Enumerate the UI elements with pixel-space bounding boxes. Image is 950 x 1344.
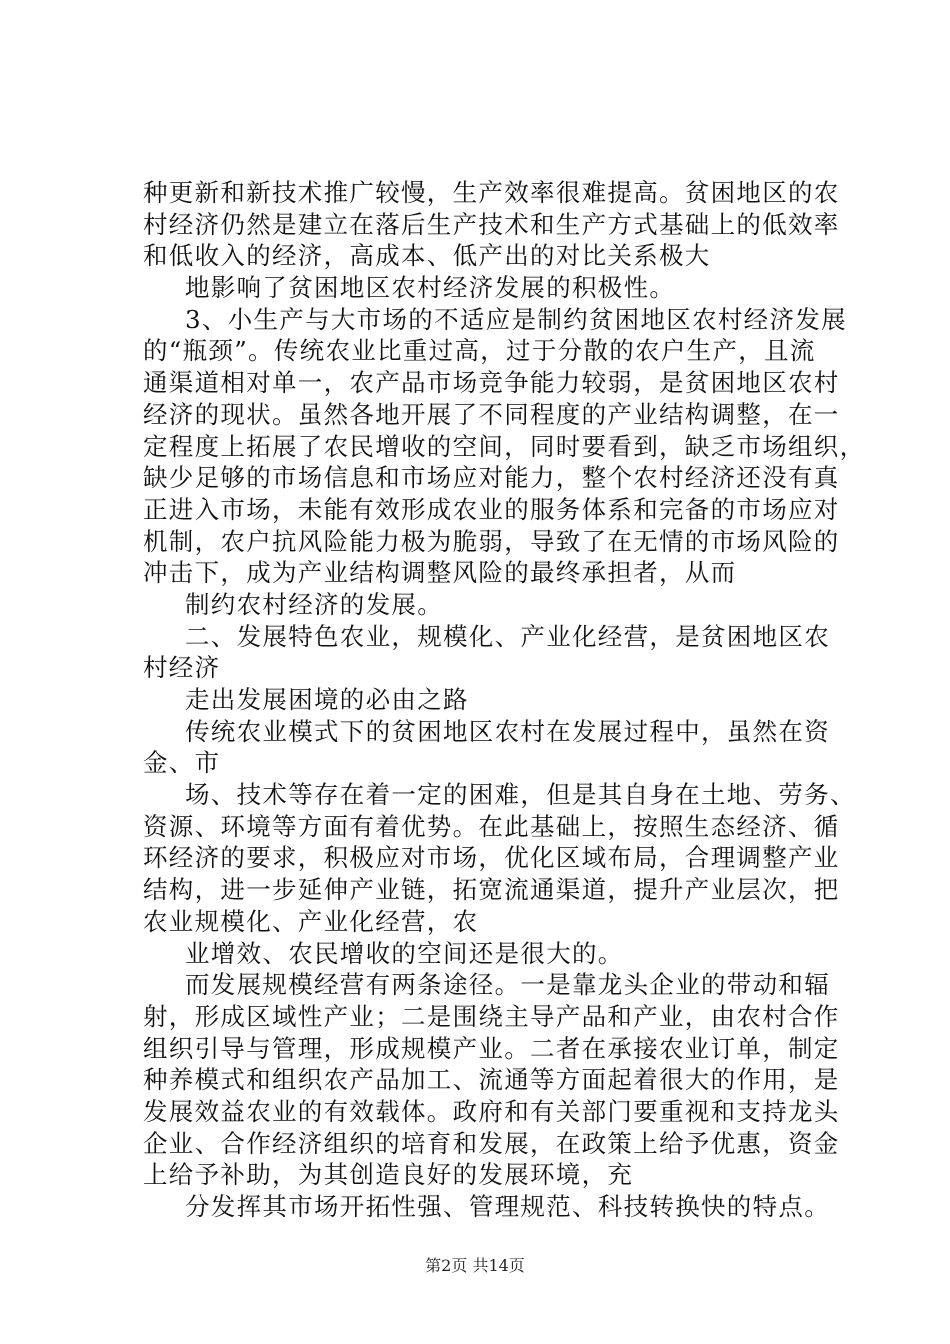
text-line: 制约农村经济的发展。 xyxy=(185,589,443,619)
text-line: 的“瓶颈”。传统农业比重过高，过于分散的农户生产，且流 xyxy=(143,336,816,366)
text-line: 二、发展特色农业，规模化、产业化经营，是贫困地区农 xyxy=(185,621,830,651)
text-line: 金、市 xyxy=(143,748,221,778)
text-line: 上给予补助，为其创造良好的发展环境，充 xyxy=(143,1160,634,1190)
text-line: 环经济的要求，积极应对市场，优化区域布局，合理调整产业 xyxy=(143,843,840,873)
text-line: 村经济 xyxy=(143,653,221,683)
text-line: 而发展规模经营有两条途径。一是靠龙头企业的带动和辐 xyxy=(185,970,830,1000)
text-line: 资源、环境等方面有着优势。在此基础上，按照生态经济、循 xyxy=(143,811,840,841)
text-line: 射，形成区域性产业；二是围绕主导产品和产业，由农村合作 xyxy=(143,1001,840,1031)
text-line: 定程度上拓展了农民增收的空间，同时要看到，缺乏市场组织， xyxy=(143,431,866,461)
text-line: 结构，进一步延伸产业链，拓宽流通渠道，提升产业层次，把 xyxy=(143,875,840,905)
text-line: 企业、合作经济组织的培育和发展，在政策上给予优惠，资金 xyxy=(143,1128,840,1158)
text-line: 业增效、农民增收的空间还是很大的。 xyxy=(185,938,624,968)
text-line: 场、技术等存在着一定的困难，但是其自身在土地、劳务、 xyxy=(185,780,856,810)
text-line: 农业规模化、产业化经营，农 xyxy=(143,906,479,936)
page-footer: 第2页 共14页 xyxy=(425,1256,525,1275)
text-line: 发展效益农业的有效载体。政府和有关部门要重视和支持龙头 xyxy=(143,1096,840,1126)
text-line: 经济的现状。虽然各地开展了不同程度的产业结构调整，在一 xyxy=(143,399,840,429)
text-line: 机制，农户抗风险能力极为脆弱，导致了在无情的市场风险的 xyxy=(143,526,840,556)
text-line: 种养模式和组织农产品加工、流通等方面起着很大的作用，是 xyxy=(143,1065,840,1095)
text-line: 传统农业模式下的贫困地区农村在发展过程中，虽然在资 xyxy=(185,716,830,746)
text-line: 分发挥其市场开拓性强、管理规范、科技转换快的特点。 xyxy=(185,1192,830,1221)
text-line: 正进入市场，未能有效形成农业的服务体系和完备的市场应对 xyxy=(143,494,840,524)
text-line: 3、小生产与大市场的不适应是制约贫困地区农村经济发展 xyxy=(185,304,847,334)
text-line: 通渠道相对单一，农产品市场竞争能力较弱，是贫困地区农村 xyxy=(143,368,840,398)
text-line: 冲击下，成为产业结构调整风险的最终承担者，从而 xyxy=(143,558,737,588)
text-line: 组织引导与管理，形成规模产业。二者在承接农业订单，制定 xyxy=(143,1033,840,1063)
text-line: 走出发展困境的必由之路 xyxy=(185,685,469,714)
text-line: 种更新和新技术推广较慢，生产效率很难提高。贫困地区的农 xyxy=(143,178,840,207)
text-line: 和低收入的经济，高成本、低产出的对比关系极大 xyxy=(143,241,711,271)
text-line: 地影响了贫困地区农村经济发展的积极性。 xyxy=(185,273,676,303)
text-line: 缺少足够的市场信息和市场应对能力，整个农村经济还没有真 xyxy=(143,463,840,493)
body-text xyxy=(143,177,866,1223)
text-line: 村经济仍然是建立在落后生产技术和生产方式基础上的低效率 xyxy=(143,209,840,239)
